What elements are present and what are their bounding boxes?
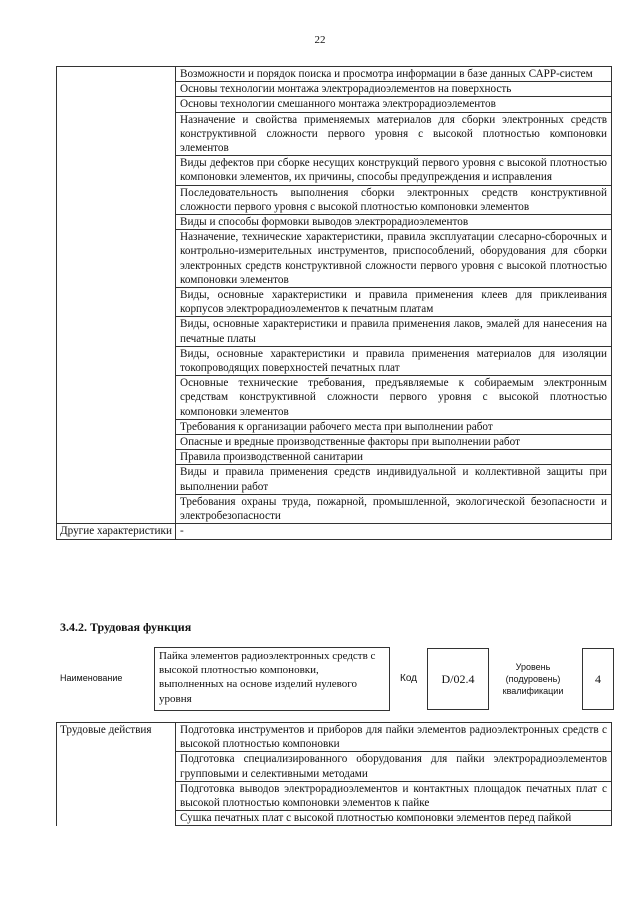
function-name-box: Пайка элементов радиоэлектронных средств с высокой плотностью компоновки, выполненных на основе изделий нулевого уровня	[154, 647, 390, 711]
knowledge-item: Опасные и вредные производственные факторы при выполнении работ	[176, 435, 612, 450]
qualification-level-label: Уровень (подуровень) квалификации	[502, 662, 564, 696]
knowledge-item: Основные технические требования, предъявляемые к собираемым электронным средствам конструктивной сложности первого уровня с высокой плотностью компоновки элементов	[176, 376, 612, 420]
knowledge-item: Правила производственной санитарии	[176, 450, 612, 465]
knowledge-item: Требования охраны труда, пожарной, промышленной, экологической безопасности и электробезопасности	[176, 494, 612, 523]
code-box: D/02.4	[427, 648, 489, 710]
knowledge-item: Возможности и порядок поиска и просмотра информации в базе данных САРР-систем	[176, 67, 612, 82]
actions-table	[56, 722, 612, 826]
knowledge-item: Виды и способы формовки выводов электрорадиоэлементов	[176, 215, 612, 230]
knowledge-item: Требования к организации рабочего места при выполнении работ	[176, 419, 612, 434]
section-heading: 3.4.2. Трудовая функция	[60, 620, 192, 634]
table-row	[57, 67, 612, 82]
knowledge-item: Виды, основные характеристики и правила применения материалов для изоляции токопроводящих поверхностей печатных плат	[176, 346, 612, 375]
knowledge-item: Виды дефектов при сборке несущих конструкций первого уровня с высокой плотностью компоновки элементов, их причины, способы предупреждения и исправления	[176, 156, 612, 185]
action-item: Подготовка инструментов и приборов для пайки элементов радиоэлектронных средств с высокой плотностью компоновки	[176, 723, 612, 752]
other-characteristics-value: -	[176, 524, 612, 539]
knowledge-item: Виды, основные характеристики и правила применения лаков, эмалей для нанесения на печатные платы	[176, 317, 612, 346]
action-item: Подготовка выводов электрорадиоэлементов и контактных площадок печатных плат с высокой плотностью компоновки элементов к пайке	[176, 781, 612, 810]
other-characteristics-label: Другие характеристики	[57, 524, 176, 539]
name-label: Наименование	[60, 673, 123, 683]
qualification-level-box: 4	[582, 648, 614, 710]
page-number: 22	[314, 34, 326, 46]
knowledge-item: Основы технологии смешанного монтажа электрорадиоэлементов	[176, 97, 612, 112]
knowledge-item: Назначение, технические характеристики, правила эксплуатации слесарно-сборочных и контрольно-измерительных инструментов, приспособлений, оборудования для сборки электронных средств конструктивной сложности первого уровня с высокой плотностью компоновки элементов	[176, 230, 612, 288]
knowledge-table	[56, 66, 612, 540]
action-item: Подготовка специализированного оборудования для пайки электрорадиоэлементов групповыми и селективными методами	[176, 752, 612, 781]
knowledge-item: Виды и правила применения средств индивидуальной и коллективной защиты при выполнении работ	[176, 465, 612, 494]
actions-label: Трудовые действия	[57, 723, 176, 826]
code-label: Код	[400, 673, 418, 684]
knowledge-item: Основы технологии монтажа электрорадиоэлементов на поверхность	[176, 82, 612, 97]
action-item: Сушка печатных плат с высокой плотностью компоновки элементов перед пайкой	[176, 811, 612, 826]
knowledge-item: Последовательность выполнения сборки электронных средств конструктивной сложности первого уровня с высокой плотностью компоновки элементов	[176, 185, 612, 214]
table-row	[57, 723, 612, 752]
knowledge-label-cell	[57, 67, 176, 524]
knowledge-item: Виды, основные характеристики и правила применения клеев для приклеивания корпусов электрорадиоэлементов к печатным платам	[176, 288, 612, 317]
table-row	[57, 524, 612, 539]
knowledge-item: Назначение и свойства применяемых материалов для сборки электронных средств конструктивной сложности первого уровня с высокой плотностью компоновки элементов	[176, 112, 612, 156]
